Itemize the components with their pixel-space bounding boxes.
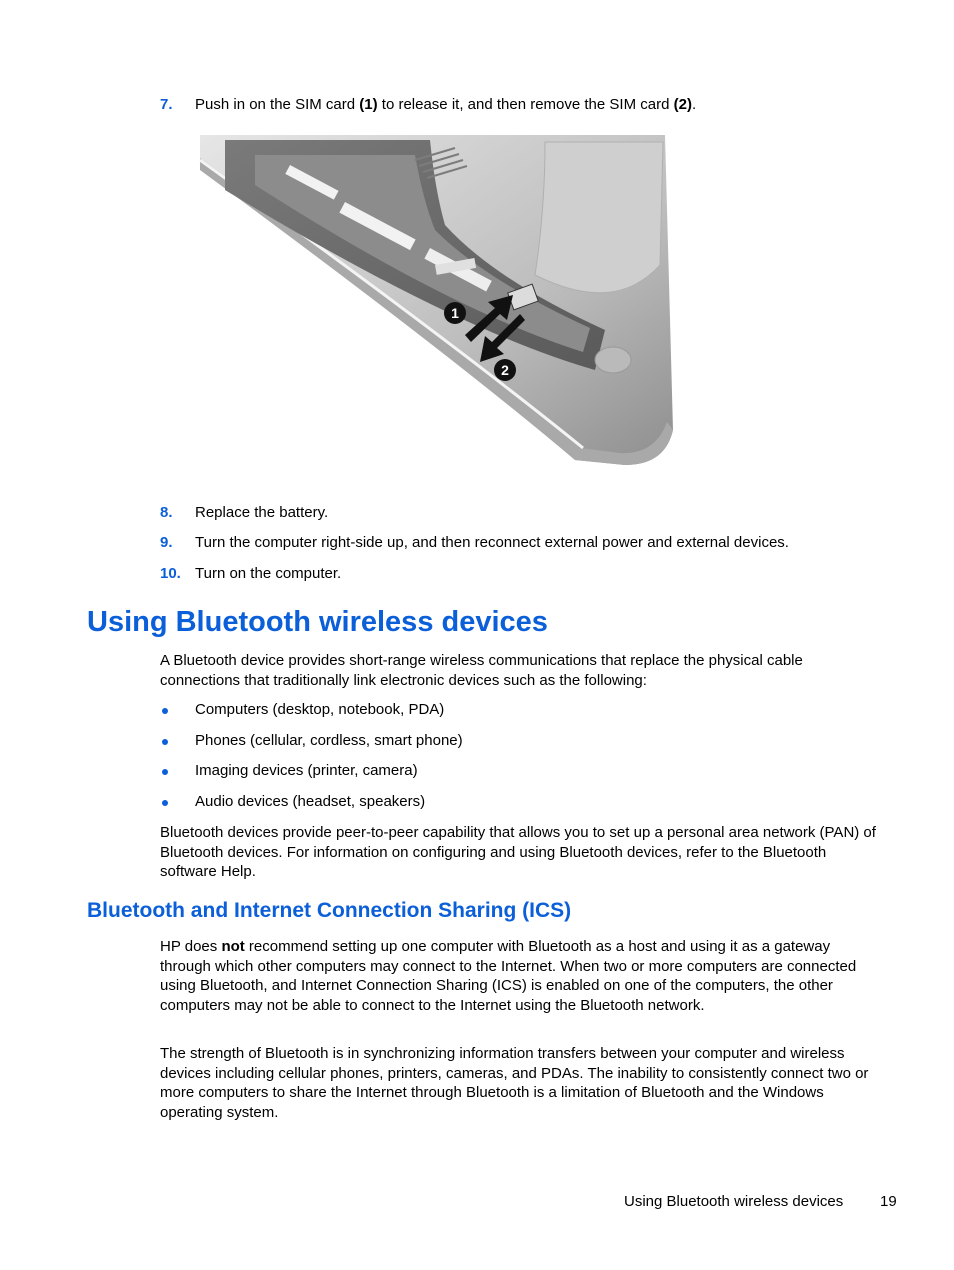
ics-paragraph-1: HP does not recommend setting up one computer with Bluetooth as a host and using it as a gateway through which other computers may connect to the Internet. When two or more computers are connected using Bluetooth, and Internet Connection Sharing (ICS) is enabled on one of the computers, the other computers may not be able to connect to the Internet using the Bluetooth network. xyxy=(160,938,857,1014)
subsection-title: Bluetooth and Internet Connection Sharing (ICS) xyxy=(87,899,572,922)
section-title: Using Bluetooth wireless devices xyxy=(87,606,548,638)
step-text: Turn on the computer. xyxy=(195,565,342,582)
step-number: 7. xyxy=(160,96,173,113)
callout-2: 2 xyxy=(501,362,509,378)
sim-card-removal-illustration xyxy=(195,130,675,470)
footer-section-name: Using Bluetooth wireless devices xyxy=(624,1193,844,1210)
step-number: 8. xyxy=(160,504,173,521)
bullet-icon xyxy=(162,800,168,806)
outro-paragraph: Bluetooth devices provide peer-to-peer capability that allows you to set up a personal area network (PAN) of Bluetooth devices. For information on configuring and using Bluetooth devices, refer to the Bluetooth software Help. xyxy=(160,824,876,880)
step-number: 9. xyxy=(160,534,173,551)
bullet-icon xyxy=(162,739,168,745)
step-number: 10. xyxy=(160,565,181,582)
step-text: Turn the computer right-side up, and then reconnect external power and external devices. xyxy=(195,534,789,551)
intro-paragraph: A Bluetooth device provides short-range wireless communications that replace the physical cable connections that traditionally link electronic devices such as the following: xyxy=(160,652,803,689)
step-text: Push in on the SIM card (1) to release it, and then remove the SIM card (2). xyxy=(195,96,697,113)
page-number: 19 xyxy=(880,1193,897,1210)
step-text: Replace the battery. xyxy=(195,504,329,521)
bullet-icon xyxy=(162,769,168,775)
bullet-icon xyxy=(162,708,168,714)
callout-1: 1 xyxy=(451,305,459,321)
ics-paragraph-2: The strength of Bluetooth is in synchronizing information transfers between your computer and wireless devices including cellular phones, printers, cameras, and PDAs. The inability to consistently connect two or more computers to share the Internet through Bluetooth is a limitation of Bluetooth and the Windows operating system. xyxy=(160,1045,869,1121)
